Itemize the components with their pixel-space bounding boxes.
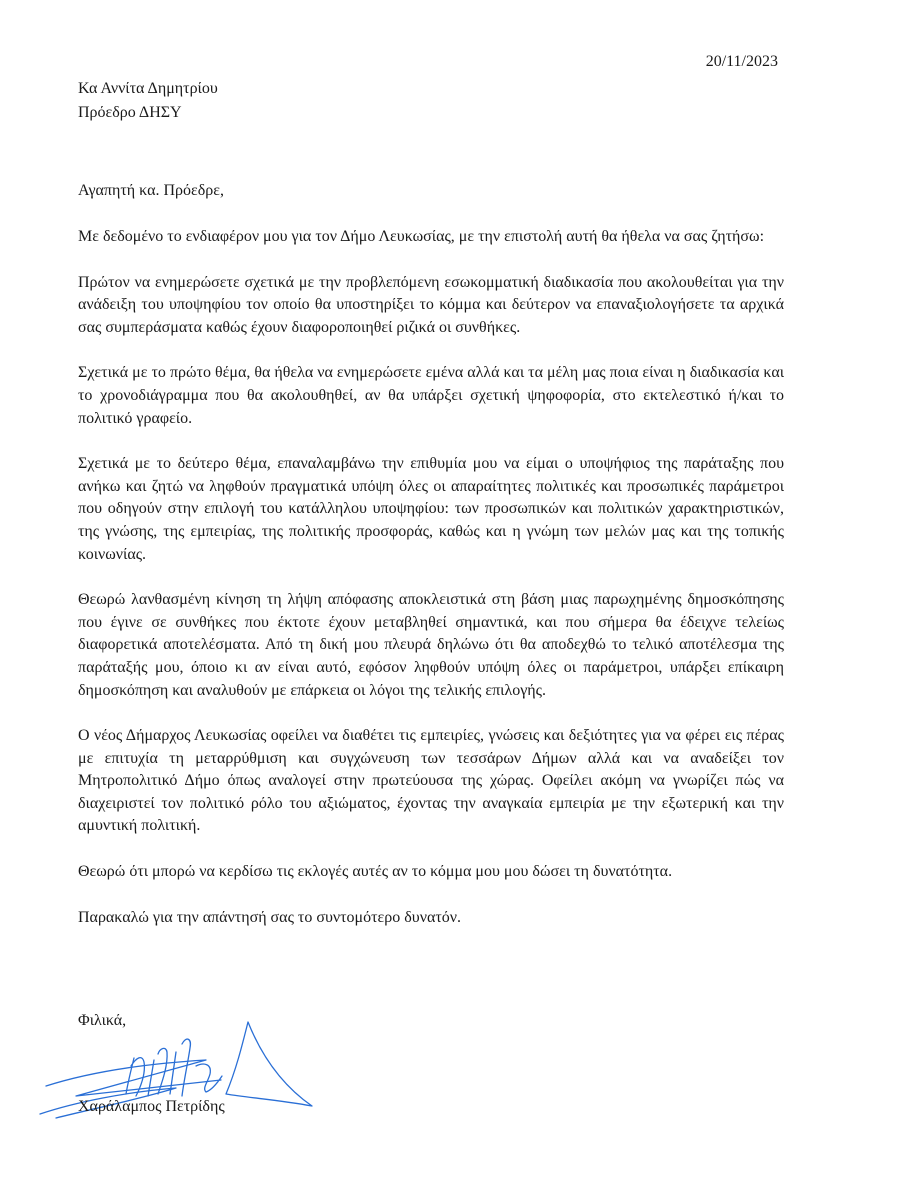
salutation: Αγαπητή κα. Πρόεδρε, <box>78 182 224 199</box>
recipient-title: Πρόεδρο ΔΗΣΥ <box>78 104 182 121</box>
recipient-name: Κα Αννίτα Δημητρίου <box>78 80 218 97</box>
letter-date: 20/11/2023 <box>705 53 778 70</box>
closing: Φιλικά, <box>78 1012 127 1029</box>
paragraph-6: Ο νέος Δήμαρχος Λευκωσίας οφείλει να διαθέτει τις εμπειρίες, γνώσεις και δεξιότητες για να φέρει εις πέρας με επιτυχία τη μεταρρύθμιση και συγχώνευση των τεσσάρων Δήμων αλλά και να αναδείξει τον Μητροπολιτικό Δήμο όπως αναλογεί στην πρωτεύουσα της χώρας. Οφείλει ακόμη να γνωρίζει πώς να διαχειριστεί τον πολιτικό ρόλο του αξιώματος, έχοντας την αναγκαία εμπειρία με την εξωτερική και την αμυντική πολιτική. <box>78 727 784 835</box>
paragraph-3: Σχετικά με το πρώτο θέμα, θα ήθελα να ενημερώσετε εμένα αλλά και τα μέλη μας ποια είναι η διαδικασία και το χρονοδιάγραμμα που θα ακολουθηθεί, αν θα υπάρξει σχετική ψηφοφορία, στο εκτελεστικό ή/και το πολιτικό γραφείο. <box>78 364 784 427</box>
recipient-block <box>78 77 218 125</box>
paragraph-2: Πρώτον να ενημερώσετε σχετικά με την προβλεπόμενη εσωκομματική διαδικασία που ακολουθείται για την ανάδειξη του υποψηφίου τον οποίο θα υποστηρίξει το κόμμα και δεύτερον να επαναξιολογήσετε τα αρχικά σας συμπεράσματα καθώς έχουν διαφοροποιηθεί ριζικά οι συνθήκες. <box>78 273 784 336</box>
paragraph-8: Παρακαλώ για την απάντησή σας το συντομότερο δυνατόν. <box>78 908 461 926</box>
paragraph-1: Με δεδομένο το ενδιαφέρον μου για τον Δήμο Λευκωσίας, με την επιστολή αυτή θα ήθελα να σας ζητήσω: <box>78 228 765 245</box>
letter-body <box>78 226 784 952</box>
signer-name: Χαράλαμπος Πετρίδης <box>78 1098 225 1115</box>
paragraph-7: Θεωρώ ότι μπορώ να κερδίσω τις εκλογές αυτές αν το κόμμα μου μου δώσει τη δυνατότητα. <box>78 863 673 881</box>
paragraph-4: Σχετικά με το δεύτερο θέμα, επαναλαμβάνω την επιθυμία μου να είμαι ο υποψήφιος της παράταξης που ανήκω και ζητώ να ληφθούν πραγματικά υπόψη όλες οι απαραίτητες πολιτικές και προσωπικές παράμετροι που οδηγούν στην επιλογή του κατάλληλου υποψηφίου: των προσωπικών και πολιτικών χαρακτηριστικών, της γνώσης, της εμπειρίας, της πολιτικής προσφοράς, καθώς και η γνώμη των μελών μας και της τοπικής κοινωνίας. <box>78 455 784 563</box>
paragraph-5: Θεωρώ λανθασμένη κίνηση τη λήψη απόφασης αποκλειστικά στη βάση μιας παρωχημένης δημοσκόπησης που έγινε σε συνθήκες που έκτοτε έχουν μεταβληθεί σημαντικά, και που σήμερα θα έδειχνε τελείως διαφορετικά αποτελέσματα. Από τη δική μου πλευρά δηλώνω ότι θα αποδεχθώ το τελικό αποτέλεσμα της παράταξής μου, όποιο κι αν είναι αυτό, εφόσον ληφθούν υπόψη όλες οι παράμετροι, υπάρξει επίκαιρη δημοσκόπηση και αναλυθούν με επάρκεια οι λόγοι της τελικής επιλογής. <box>78 591 784 699</box>
